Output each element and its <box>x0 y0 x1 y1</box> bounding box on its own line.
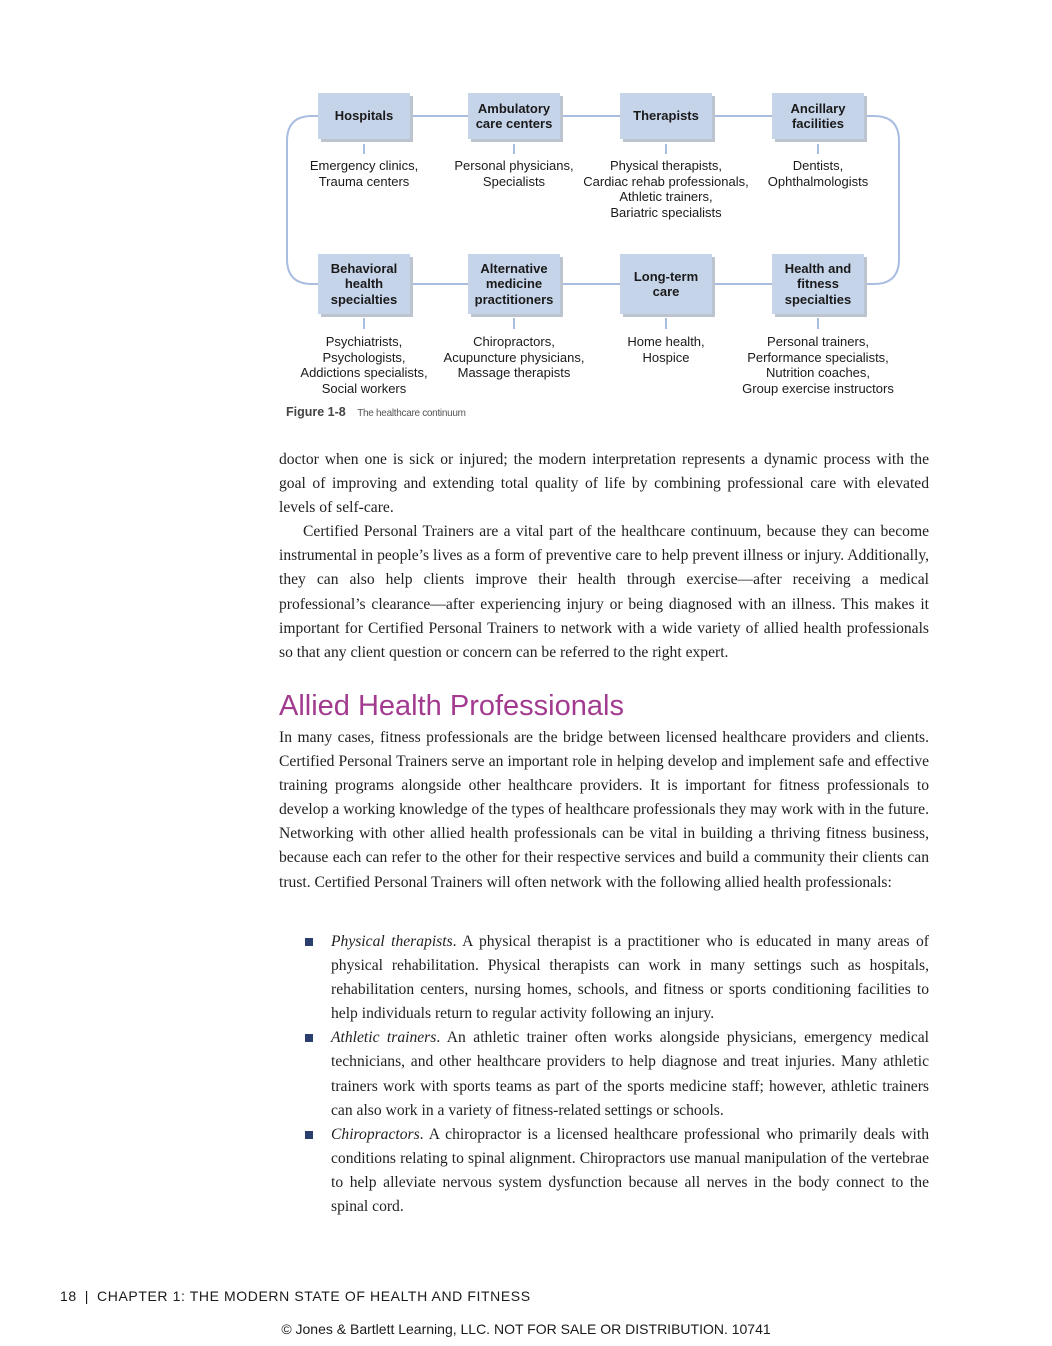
list-item-text: . A chiropractor is a licensed healthcare professional who primarily deals with conditions relating to spinal alignment. Chiropractors use manual manipulation of the vertebrae to help alleviate nervous system dysfunction because all nerves in the body connect to the spinal cord. <box>331 1125 929 1216</box>
detail-line: Bariatric specialists <box>610 204 722 220</box>
node-title-line: facilities <box>791 116 844 131</box>
detail-line: Performance specialists, <box>747 349 889 365</box>
node-details-health-and-fitness-specialties <box>723 334 913 396</box>
section-paragraph: In many cases, fitness professionals are the bridge between licensed healthcare providers and clients. Certified Personal Trainers serve an important role in helping develop and implement safe and effective training programs alongside other healthcare providers. It is important for fitness professionals to develop a working knowledge of the types of healthcare professionals they may work with in the future. Networking with other allied health professionals can be vital in building a thriving fitness business, because each can refer to the other for their respective services and build a community their clients can trust. Certified Personal Trainers will often network with the following allied health professionals: <box>279 729 929 891</box>
node-title-line: Ambulatory <box>477 100 551 116</box>
node-title-line: Alternative <box>480 260 548 276</box>
detail-line: Trauma centers <box>318 173 410 189</box>
detail-line: Nutrition coaches, <box>765 365 871 380</box>
detail-line: Ophthalmologists <box>767 173 869 189</box>
detail-line: Specialists <box>482 173 546 189</box>
node-title-line: medicine <box>485 276 543 292</box>
node-title-line: specialties <box>330 291 398 307</box>
detail-line: Group exercise instructors <box>742 380 894 396</box>
node-therapists <box>620 93 712 139</box>
detail-line: Dentists, <box>792 158 844 173</box>
detail-line: Cardiac rehab professionals, <box>583 173 749 189</box>
figure-caption-text: The healthcare continuum <box>357 408 466 419</box>
node-title-line: care <box>652 284 680 299</box>
node-health-and-fitness-specialties <box>772 254 864 314</box>
node-title-line: Behavioral <box>330 260 398 276</box>
node-hospitals <box>318 93 410 139</box>
node-ambulatory-care-centers <box>468 93 560 139</box>
square-bullet-icon <box>305 938 313 946</box>
detail-line: Acupuncture physicians, <box>443 349 585 365</box>
allied-professionals-list <box>305 930 929 1219</box>
list-item-term: Athletic trainers <box>331 1029 437 1047</box>
node-behavioral-health-specialties <box>318 254 410 314</box>
intro-paragraph-1: doctor when one is sick or injured; the modern interpretation represents a dynamic process with the goal of improving and extending total quality of life by combining professional care with elevated levels of self-care. <box>279 451 929 517</box>
list-item <box>305 1123 929 1219</box>
node-title-line: Ancillary <box>790 100 846 116</box>
node-ancillary-facilities <box>772 93 864 139</box>
node-title-line: Hospitals <box>334 108 394 124</box>
list-item <box>305 1026 929 1122</box>
figure-caption <box>286 405 466 419</box>
detail-line: Psychiatrists, <box>325 334 403 349</box>
node-title-line: Therapists <box>633 108 699 124</box>
detail-line: Massage therapists <box>457 365 571 380</box>
node-title-line: care centers <box>475 116 553 131</box>
node-title-line: health <box>344 276 384 292</box>
detail-line: Emergency clinics, <box>309 158 419 173</box>
page-number: 18 <box>60 1288 77 1304</box>
list-item-text: . An athletic trainer often works alongside physicians, emergency medical technicians, and other healthcare providers to help diagnose and treat injuries. Many athletic trainers work with sports teams as part of the sports medicine staff; however, athletic trainers can also work in a variety of fitness-related settings or schools. <box>331 1029 929 1119</box>
running-footer <box>60 1288 531 1304</box>
node-title-line: specialties <box>784 291 852 307</box>
section-text <box>279 726 929 895</box>
node-long-term-care <box>620 254 712 314</box>
right-loop-connector <box>864 116 899 284</box>
detail-line: Hospice <box>642 349 690 365</box>
node-title-line: fitness <box>797 276 839 292</box>
node-title-line: Health and <box>784 260 852 276</box>
chapter-title: CHAPTER 1: THE MODERN STATE OF HEALTH AND FITNESS <box>97 1288 531 1304</box>
detail-line: Addictions specialists, <box>300 365 428 380</box>
detail-line: Athletic trainers, <box>619 189 713 204</box>
square-bullet-icon <box>305 1034 313 1042</box>
section-heading: Allied Health Professionals <box>279 690 624 722</box>
intro-text <box>279 448 929 665</box>
detail-line: Personal physicians, <box>454 158 574 173</box>
list-item-term: Physical therapists <box>331 933 453 950</box>
detail-line: Physical therapists, <box>610 158 722 173</box>
detail-line: Psychologists, <box>322 349 406 365</box>
left-loop-connector <box>287 116 318 284</box>
node-alternative-medicine-practitioners <box>468 254 560 314</box>
intro-paragraph-2: Certified Personal Trainers are a vital part of the healthcare continuum, because they can become instrumental in people’s lives as a form of preventive care to help prevent illness or injury. Additionally, they can also help clients improve their health through exercise—after receiving a medical professional’s clearance—after experiencing injury or being diagnosed with an illness. This makes it important for Certified Personal Trainers to network with a wide variety of allied health professionals so that any client question or concern can be referred to the right expert. <box>279 523 929 661</box>
square-bullet-icon <box>305 1131 313 1139</box>
detail-line: Personal trainers, <box>767 334 869 349</box>
list-item-text: . A physical therapist is a practitioner who is educated in many areas of physical rehabilitation. Physical therapists can work in many settings such as hospitals, rehabilitation centers, nursing homes, schools, and fitness or sports conditioning facilities to help individuals return to regular activity following an injury. <box>331 933 929 1023</box>
copyright-notice: © Jones & Bartlett Learning, LLC. NOT FOR SALE OR DISTRIBUTION. 10741 <box>281 1321 771 1337</box>
list-item <box>305 930 929 1026</box>
footer-separator: | <box>84 1288 90 1304</box>
detail-line: Home health, <box>627 334 705 349</box>
healthcare-continuum-diagram <box>0 0 1052 440</box>
figure-label: Figure 1-8 <box>286 405 346 419</box>
detail-line: Social workers <box>321 380 407 396</box>
node-details-ancillary-facilities <box>723 158 913 189</box>
node-title-line: practitioners <box>474 291 554 307</box>
node-title-line: Long-term <box>633 268 699 284</box>
list-item-term: Chiropractors <box>331 1125 420 1143</box>
detail-line: Chiropractors, <box>473 334 555 349</box>
